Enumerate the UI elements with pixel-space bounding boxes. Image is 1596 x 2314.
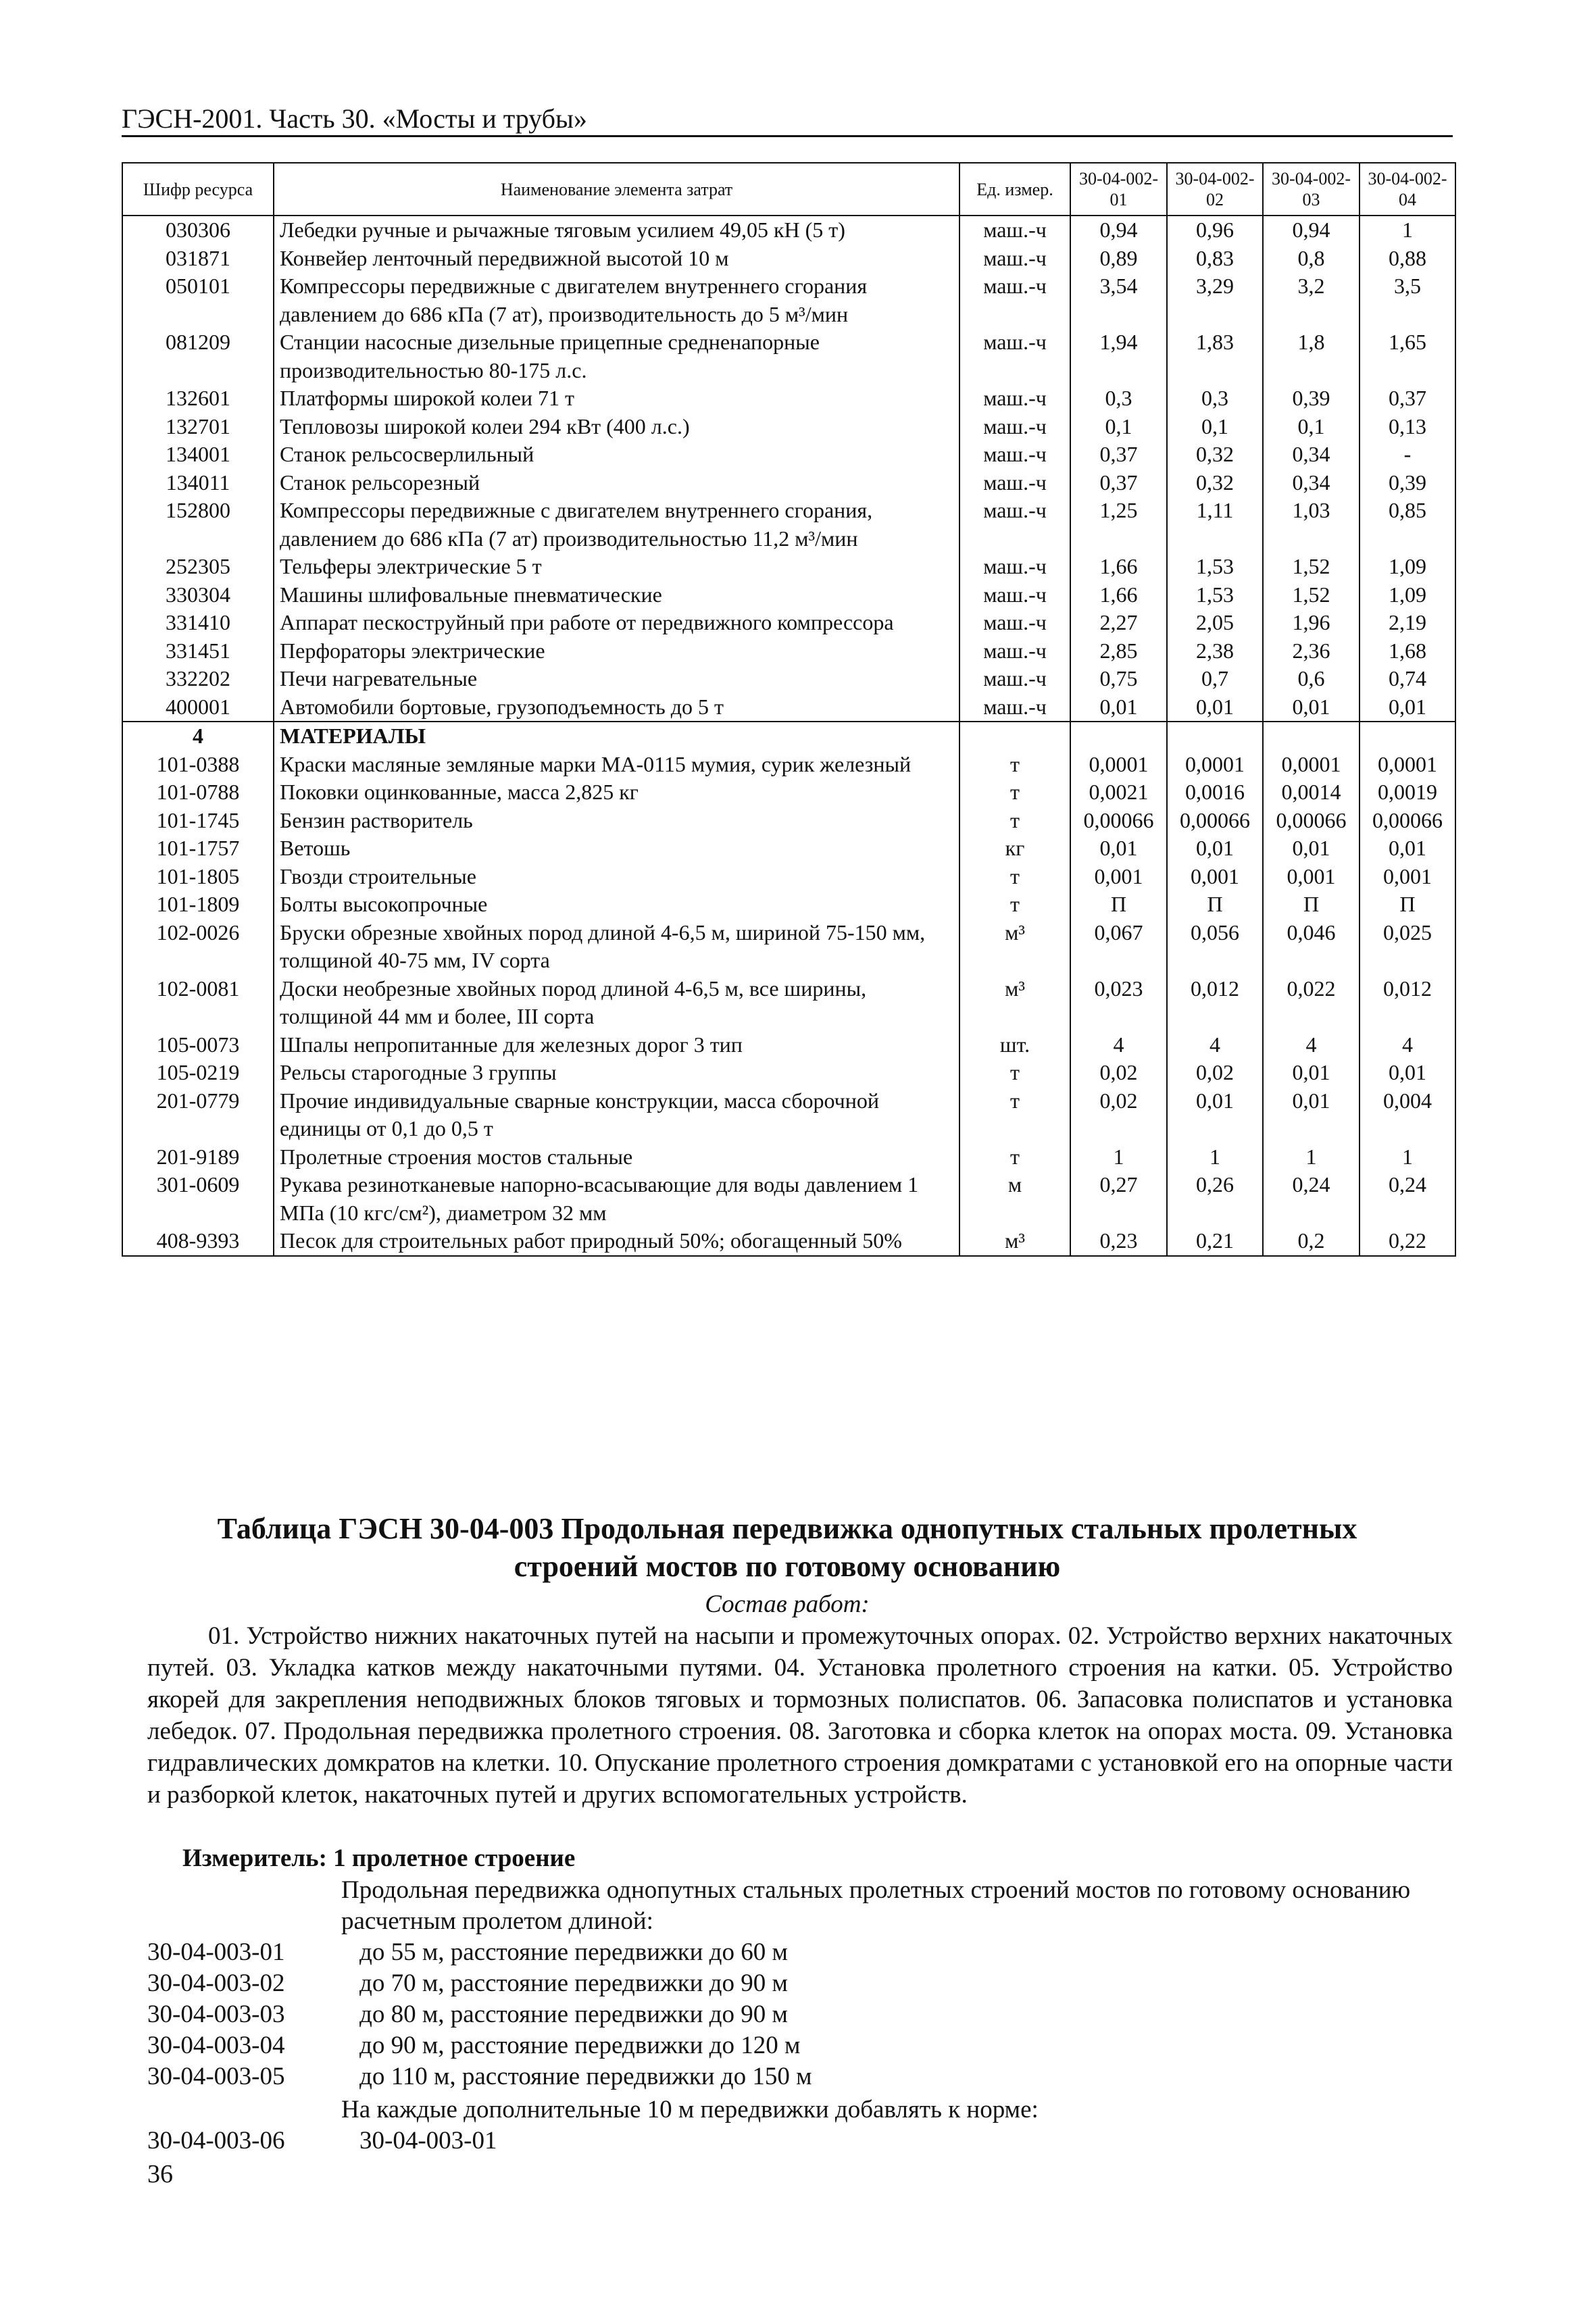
cell-name: Компрессоры передвижные с двигателем внутреннего сгорания, давлением до 686 кПа (7 ат) производительностью 11,2 м³/мин: [274, 497, 959, 553]
cell-norm-04: -: [1360, 441, 1455, 469]
table-title: [122, 1510, 1453, 1586]
cell-norm-03: 1,03: [1263, 497, 1360, 553]
cell-norm-03: 1,8: [1263, 328, 1360, 384]
cell-norm-01: 1,66: [1070, 581, 1167, 609]
cell-norm-03: 0,01: [1263, 834, 1360, 863]
cell-unit: маш.-ч: [959, 245, 1070, 273]
cell-code: 330304: [122, 581, 274, 609]
cell-norm-04: 0,0001: [1360, 751, 1455, 779]
cell-code: 408-9393: [122, 1227, 274, 1256]
cell-norm-03: 0,6: [1263, 665, 1360, 693]
cell-name: Компрессоры передвижные с двигателем внутреннего сгорания давлением до 686 кПа (7 ат), производительность до 5 м³/мин: [274, 272, 959, 328]
cell-norm-04: 1: [1360, 1143, 1455, 1172]
cell-norm-04: 0,13: [1360, 413, 1455, 441]
table-row: [122, 1087, 1455, 1143]
cell-norm-03: 0,00066: [1263, 807, 1360, 835]
norm-item: [147, 1968, 788, 1999]
cell-name: Платформы широкой колеи 71 т: [274, 384, 959, 413]
cell-code: 101-1757: [122, 834, 274, 863]
cell-norm-04: 0,01: [1360, 834, 1455, 863]
cell-code: 101-0388: [122, 751, 274, 779]
page-number: 36: [147, 2160, 173, 2188]
table-row: [122, 245, 1455, 273]
table-row: [122, 1059, 1455, 1087]
cell-norm-02: 0,056: [1167, 919, 1263, 975]
cell-norm-02: 1,83: [1167, 328, 1263, 384]
cell-unit: м³: [959, 1227, 1070, 1256]
cell-norm-02: 0,01: [1167, 834, 1263, 863]
additional-note: На каждые дополнительные 10 м передвижки добавлять к норме:: [341, 2096, 1039, 2123]
cell-norm-02: 0,1: [1167, 413, 1263, 441]
cell-norm-01: 0,27: [1070, 1171, 1167, 1227]
cell-norm-01: 1: [1070, 1143, 1167, 1172]
table-row: [122, 637, 1455, 665]
cell-norm-01: 0,0001: [1070, 751, 1167, 779]
cell-norm-04: 0,004: [1360, 1087, 1455, 1143]
cell-norm-03: 0,8: [1263, 245, 1360, 273]
cell-unit: м: [959, 1171, 1070, 1227]
cell-norm-04: 0,01: [1360, 1059, 1455, 1087]
norm-text: до 80 м, расстояние передвижки до 90 м: [359, 2001, 788, 2028]
cell-norm-02: 0,01: [1167, 693, 1263, 722]
cell-code: 301-0609: [122, 1171, 274, 1227]
table-row: [122, 1143, 1455, 1172]
cell-norm-02: 4: [1167, 1031, 1263, 1059]
cell-name: Доски необрезные хвойных пород длиной 4-6,5 м, все ширины, толщиной 44 мм и более, III сорта: [274, 975, 959, 1031]
cell-name: Станции насосные дизельные прицепные средненапорные производительностью 80-175 л.с.: [274, 328, 959, 384]
cell-name: Тепловозы широкой колеи 294 кВт (400 л.с.): [274, 413, 959, 441]
cell-norm-01: 1,66: [1070, 553, 1167, 581]
col-header-name: Наименование элемента затрат: [274, 163, 959, 216]
cell-code: 400001: [122, 693, 274, 722]
cell-code: 132701: [122, 413, 274, 441]
cell-norm-02: 0,01: [1167, 1087, 1263, 1143]
cell-code: 050101: [122, 272, 274, 328]
cell-norm-01: 0,37: [1070, 469, 1167, 497]
cell-norm-03: 0,39: [1263, 384, 1360, 413]
cell-name: Станок рельсорезный: [274, 469, 959, 497]
cell-name: Станок рельсосверлильный: [274, 441, 959, 469]
norm-code: 30-04-003-02: [147, 1969, 285, 1997]
cell-norm-01: 0,001: [1070, 863, 1167, 891]
cell-code: 101-1809: [122, 890, 274, 919]
cell-norm-01: 0,1: [1070, 413, 1167, 441]
cell-norm-04: 1,65: [1360, 328, 1455, 384]
cell-name: Бензин растворитель: [274, 807, 959, 835]
table-row: [122, 890, 1455, 919]
cell-norm-03: 1,96: [1263, 609, 1360, 637]
cell-norm-03: 0,94: [1263, 216, 1360, 245]
cell-norm-04: 1,68: [1360, 637, 1455, 665]
cell-name: МАТЕРИАЛЫ: [274, 722, 959, 751]
cell-norm-01: 0,94: [1070, 216, 1167, 245]
norm-code: 30-04-003-05: [147, 2063, 285, 2090]
cell-code: 081209: [122, 328, 274, 384]
cell-unit: маш.-ч: [959, 413, 1070, 441]
cell-norm-01: 0,75: [1070, 665, 1167, 693]
norm-item-extra: [147, 2126, 497, 2157]
table-row: [122, 1031, 1455, 1059]
table-header-row: [122, 163, 1455, 216]
cell-unit: т: [959, 751, 1070, 779]
cell-unit: маш.-ч: [959, 216, 1070, 245]
cell-norm-01: 1,25: [1070, 497, 1167, 553]
cell-norm-01: [1070, 722, 1167, 751]
cell-unit: т: [959, 1143, 1070, 1172]
cell-norm-02: [1167, 722, 1263, 751]
norm-text: до 70 м, расстояние передвижки до 90 м: [359, 1969, 788, 1997]
cell-unit: маш.-ч: [959, 272, 1070, 328]
cell-norm-01: 0,01: [1070, 693, 1167, 722]
norm-code: 30-04-003-03: [147, 2001, 285, 2028]
cell-norm-03: 1,52: [1263, 553, 1360, 581]
cell-unit: кг: [959, 834, 1070, 863]
cell-unit: т: [959, 807, 1070, 835]
table-row: [122, 665, 1455, 693]
table-row: [122, 272, 1455, 328]
cell-norm-03: 0,01: [1263, 1087, 1360, 1143]
cell-code: 332202: [122, 665, 274, 693]
cell-unit: маш.-ч: [959, 553, 1070, 581]
cell-norm-02: 0,32: [1167, 469, 1263, 497]
cell-norm-02: 2,05: [1167, 609, 1263, 637]
norm-code: 30-04-003-04: [147, 2032, 285, 2059]
table-row: [122, 863, 1455, 891]
cell-code: 105-0073: [122, 1031, 274, 1059]
table-row: [122, 441, 1455, 469]
norm-code: 30-04-003-06: [147, 2127, 285, 2155]
cell-code: 030306: [122, 216, 274, 245]
norms-intro: Продольная передвижка однопутных стальных пролетных строений мостов по готовому основанию расчетным пролетом длиной:: [341, 1876, 1411, 1935]
table-row: [122, 834, 1455, 863]
cell-norm-04: 2,19: [1360, 609, 1455, 637]
cell-norm-04: 0,012: [1360, 975, 1455, 1031]
cell-norm-04: 0,001: [1360, 863, 1455, 891]
cell-norm-04: 3,5: [1360, 272, 1455, 328]
cell-norm-04: 1: [1360, 216, 1455, 245]
cell-norm-04: 0,37: [1360, 384, 1455, 413]
table-row: [122, 216, 1455, 245]
cell-norm-04: 0,88: [1360, 245, 1455, 273]
cell-name: Тельферы электрические 5 т: [274, 553, 959, 581]
cell-norm-02: 2,38: [1167, 637, 1263, 665]
cell-unit: маш.-ч: [959, 693, 1070, 722]
cell-norm-01: 1,94: [1070, 328, 1167, 384]
col-header-code: Шифр ресурса: [122, 163, 274, 216]
norm-item: [147, 2030, 800, 2061]
cell-name: Ветошь: [274, 834, 959, 863]
cell-norm-02: 1,11: [1167, 497, 1263, 553]
cell-code: 331451: [122, 637, 274, 665]
cell-unit: м³: [959, 975, 1070, 1031]
cell-name: Пролетные строения мостов стальные: [274, 1143, 959, 1172]
cell-norm-04: 0,00066: [1360, 807, 1455, 835]
norm-code: 30-04-003-01: [147, 1938, 285, 1966]
table-row: [122, 919, 1455, 975]
cell-norm-02: 0,26: [1167, 1171, 1263, 1227]
table-row: [122, 384, 1455, 413]
cell-name: Рельсы старогодные 3 группы: [274, 1059, 959, 1087]
col-header-norm-03: 30-04-002-03: [1263, 163, 1360, 216]
cell-norm-03: 1,52: [1263, 581, 1360, 609]
cell-norm-04: 0,22: [1360, 1227, 1455, 1256]
cell-norm-03: 0,0014: [1263, 778, 1360, 807]
cell-norm-01: 3,54: [1070, 272, 1167, 328]
norm-item: [147, 1937, 788, 1968]
cell-norm-01: 0,0021: [1070, 778, 1167, 807]
cell-unit: маш.-ч: [959, 469, 1070, 497]
cell-code: 201-9189: [122, 1143, 274, 1172]
norm-item: [147, 2061, 812, 2092]
cell-norm-01: 0,023: [1070, 975, 1167, 1031]
cell-unit: маш.-ч: [959, 497, 1070, 553]
cell-name: Рукава резинотканевые напорно-всасывающие для воды давлением 1 МПа (10 кгс/см²), диаметром 32 мм: [274, 1171, 959, 1227]
cell-norm-02: 0,32: [1167, 441, 1263, 469]
cell-norm-04: 0,39: [1360, 469, 1455, 497]
cell-norm-02: 0,7: [1167, 665, 1263, 693]
cell-norm-03: 3,2: [1263, 272, 1360, 328]
cell-norm-02: 0,0016: [1167, 778, 1263, 807]
cell-code: 152800: [122, 497, 274, 553]
works-composition-label: Состав работ:: [705, 1590, 870, 1618]
cell-norm-02: 0,0001: [1167, 751, 1263, 779]
cell-norm-02: 0,012: [1167, 975, 1263, 1031]
cell-unit: т: [959, 863, 1070, 891]
cell-code: 134011: [122, 469, 274, 497]
cell-norm-03: 0,34: [1263, 441, 1360, 469]
cell-norm-02: П: [1167, 890, 1263, 919]
cell-norm-01: 0,02: [1070, 1059, 1167, 1087]
cell-code: 132601: [122, 384, 274, 413]
cell-norm-01: 0,02: [1070, 1087, 1167, 1143]
cell-norm-04: 0,85: [1360, 497, 1455, 553]
cell-norm-04: 0,0019: [1360, 778, 1455, 807]
cell-code: 101-1745: [122, 807, 274, 835]
cell-code: 031871: [122, 245, 274, 273]
cell-name: Шпалы непропитанные для железных дорог 3 тип: [274, 1031, 959, 1059]
cell-norm-03: 0,24: [1263, 1171, 1360, 1227]
cell-unit: маш.-ч: [959, 665, 1070, 693]
cell-norm-02: 0,02: [1167, 1059, 1263, 1087]
table-row: [122, 497, 1455, 553]
cell-code: 134001: [122, 441, 274, 469]
cell-unit: маш.-ч: [959, 637, 1070, 665]
cell-unit: маш.-ч: [959, 609, 1070, 637]
cell-norm-01: 0,01: [1070, 834, 1167, 863]
cell-norm-03: [1263, 722, 1360, 751]
cell-unit: маш.-ч: [959, 384, 1070, 413]
cell-norm-02: 1,53: [1167, 553, 1263, 581]
cell-norm-01: 0,067: [1070, 919, 1167, 975]
cell-norm-02: 0,83: [1167, 245, 1263, 273]
cell-code: 105-0219: [122, 1059, 274, 1087]
col-header-norm-01: 30-04-002-01: [1070, 163, 1167, 216]
cell-name: Бруски обрезные хвойных пород длиной 4-6,5 м, шириной 75-150 мм, толщиной 40-75 мм, IV сорта: [274, 919, 959, 975]
table-row: [122, 469, 1455, 497]
cell-norm-04: 1,09: [1360, 581, 1455, 609]
cell-unit: [959, 722, 1070, 751]
cell-unit: т: [959, 778, 1070, 807]
cell-norm-04: 1,09: [1360, 553, 1455, 581]
cell-unit: т: [959, 890, 1070, 919]
table-title-line-2: строений мостов по готовому основанию: [514, 1550, 1061, 1583]
cell-code: 101-0788: [122, 778, 274, 807]
table-row: [122, 778, 1455, 807]
table-row: [122, 1171, 1455, 1227]
cell-norm-03: 0,0001: [1263, 751, 1360, 779]
table-row: [122, 751, 1455, 779]
cell-norm-03: 0,001: [1263, 863, 1360, 891]
cell-norm-04: 0,01: [1360, 693, 1455, 722]
cell-code: 101-1805: [122, 863, 274, 891]
norm-text: до 55 м, расстояние передвижки до 60 м: [359, 1938, 788, 1966]
cell-norm-02: 0,001: [1167, 863, 1263, 891]
works-description: 01. Устройство нижних накаточных путей на насыпи и промежуточных опорах. 02. Устройство верхних накаточных путей. 03. Укладка катков между накаточными путями. 04. Установка пролетного строения на катки. 05. Устройство якорей для закрепления неподвижных блоков тяговых и тормозных полиспатов. 06. Запасовка полиспатов и установка лебедок. 07. Продольная передвижка пролетного строения. 08. Заготовка и сборка клеток на опорах моста. 09. Установка гидравлических домкратов на клетки. 10. Опускание пролетного строения домкратами с установкой его на опорные части и разборкой клеток, накаточных путей и других вспомогательных устройств.: [147, 1622, 1453, 1809]
cell-name: Поковки оцинкованные, масса 2,825 кг: [274, 778, 959, 807]
measure-unit: Измеритель: 1 пролетное строение: [182, 1844, 576, 1872]
cell-name: Краски масляные земляные марки МА-0115 мумия, сурик железный: [274, 751, 959, 779]
col-header-norm-04: 30-04-002-04: [1360, 163, 1455, 216]
cell-norm-04: [1360, 722, 1455, 751]
cell-norm-02: 3,29: [1167, 272, 1263, 328]
table-row: [122, 807, 1455, 835]
cell-name: Аппарат пескоструйный при работе от передвижного компрессора: [274, 609, 959, 637]
cell-code: 4: [122, 722, 274, 751]
cell-unit: т: [959, 1087, 1070, 1143]
cell-unit: маш.-ч: [959, 328, 1070, 384]
cell-norm-03: 0,022: [1263, 975, 1360, 1031]
cell-name: Перфораторы электрические: [274, 637, 959, 665]
cell-norm-01: 4: [1070, 1031, 1167, 1059]
table-row: [122, 328, 1455, 384]
cell-unit: т: [959, 1059, 1070, 1087]
cell-norm-01: 2,27: [1070, 609, 1167, 637]
cell-norm-04: 4: [1360, 1031, 1455, 1059]
cell-name: Конвейер ленточный передвижной высотой 10 м: [274, 245, 959, 273]
norm-text: до 110 м, расстояние передвижки до 150 м: [359, 2063, 812, 2090]
table-row: [122, 975, 1455, 1031]
cell-norm-01: 0,3: [1070, 384, 1167, 413]
cell-code: 252305: [122, 553, 274, 581]
cell-norm-02: 1: [1167, 1143, 1263, 1172]
norm-text: до 90 м, расстояние передвижки до 120 м: [359, 2032, 801, 2059]
cell-name: Лебедки ручные и рычажные тяговым усилием 49,05 кН (5 т): [274, 216, 959, 245]
cell-norm-03: 0,01: [1263, 693, 1360, 722]
cell-norm-01: П: [1070, 890, 1167, 919]
cell-name: Автомобили бортовые, грузоподъемность до 5 т: [274, 693, 959, 722]
cell-code: 201-0779: [122, 1087, 274, 1143]
cell-norm-03: 0,2: [1263, 1227, 1360, 1256]
cell-unit: маш.-ч: [959, 581, 1070, 609]
col-header-unit: Ед. измер.: [959, 163, 1070, 216]
cell-name: Болты высокопрочные: [274, 890, 959, 919]
cell-name: Песок для строительных работ природный 50%; обогащенный 50%: [274, 1227, 959, 1256]
cell-norm-03: 0,34: [1263, 469, 1360, 497]
cell-norm-04: 0,74: [1360, 665, 1455, 693]
cell-norm-01: 2,85: [1070, 637, 1167, 665]
cell-norm-04: П: [1360, 890, 1455, 919]
cell-unit: маш.-ч: [959, 441, 1070, 469]
cell-code: 102-0081: [122, 975, 274, 1031]
cell-norm-03: 0,01: [1263, 1059, 1360, 1087]
table-row: [122, 581, 1455, 609]
table-row: [122, 413, 1455, 441]
table-row: [122, 609, 1455, 637]
cell-norm-01: 0,37: [1070, 441, 1167, 469]
cell-norm-03: 0,1: [1263, 413, 1360, 441]
cell-norm-02: 0,21: [1167, 1227, 1263, 1256]
page-header: ГЭСН-2001. Часть 30. «Мосты и трубы»: [122, 103, 587, 134]
cell-norm-03: 0,046: [1263, 919, 1360, 975]
cell-unit: шт.: [959, 1031, 1070, 1059]
cell-norm-03: 2,36: [1263, 637, 1360, 665]
table-row: [122, 553, 1455, 581]
cell-norm-01: 0,23: [1070, 1227, 1167, 1256]
col-header-norm-02: 30-04-002-02: [1167, 163, 1263, 216]
resource-table: [122, 162, 1456, 1257]
header-rule: [122, 135, 1453, 137]
table-row: [122, 693, 1455, 722]
cell-norm-03: 4: [1263, 1031, 1360, 1059]
cell-norm-02: 0,3: [1167, 384, 1263, 413]
cell-norm-02: 0,96: [1167, 216, 1263, 245]
section-row: [122, 722, 1455, 751]
cell-unit: м³: [959, 919, 1070, 975]
cell-code: 331410: [122, 609, 274, 637]
cell-code: 102-0026: [122, 919, 274, 975]
cell-name: Машины шлифовальные пневматические: [274, 581, 959, 609]
cell-name: Гвозди строительные: [274, 863, 959, 891]
cell-norm-04: 0,24: [1360, 1171, 1455, 1227]
cell-norm-03: 1: [1263, 1143, 1360, 1172]
norm-text: 30-04-003-01: [359, 2127, 497, 2155]
cell-name: Печи нагревательные: [274, 665, 959, 693]
table-row: [122, 1227, 1455, 1256]
norm-item: [147, 1999, 788, 2030]
table-title-line-1: Таблица ГЭСН 30-04-003 Продольная передвижка однопутных стальных пролетных: [217, 1512, 1357, 1545]
cell-name: Прочие индивидуальные сварные конструкции, масса сборочной единицы от 0,1 до 0,5 т: [274, 1087, 959, 1143]
cell-norm-04: 0,025: [1360, 919, 1455, 975]
cell-norm-02: 1,53: [1167, 581, 1263, 609]
cell-norm-01: 0,00066: [1070, 807, 1167, 835]
cell-norm-02: 0,00066: [1167, 807, 1263, 835]
cell-norm-01: 0,89: [1070, 245, 1167, 273]
cell-norm-03: П: [1263, 890, 1360, 919]
